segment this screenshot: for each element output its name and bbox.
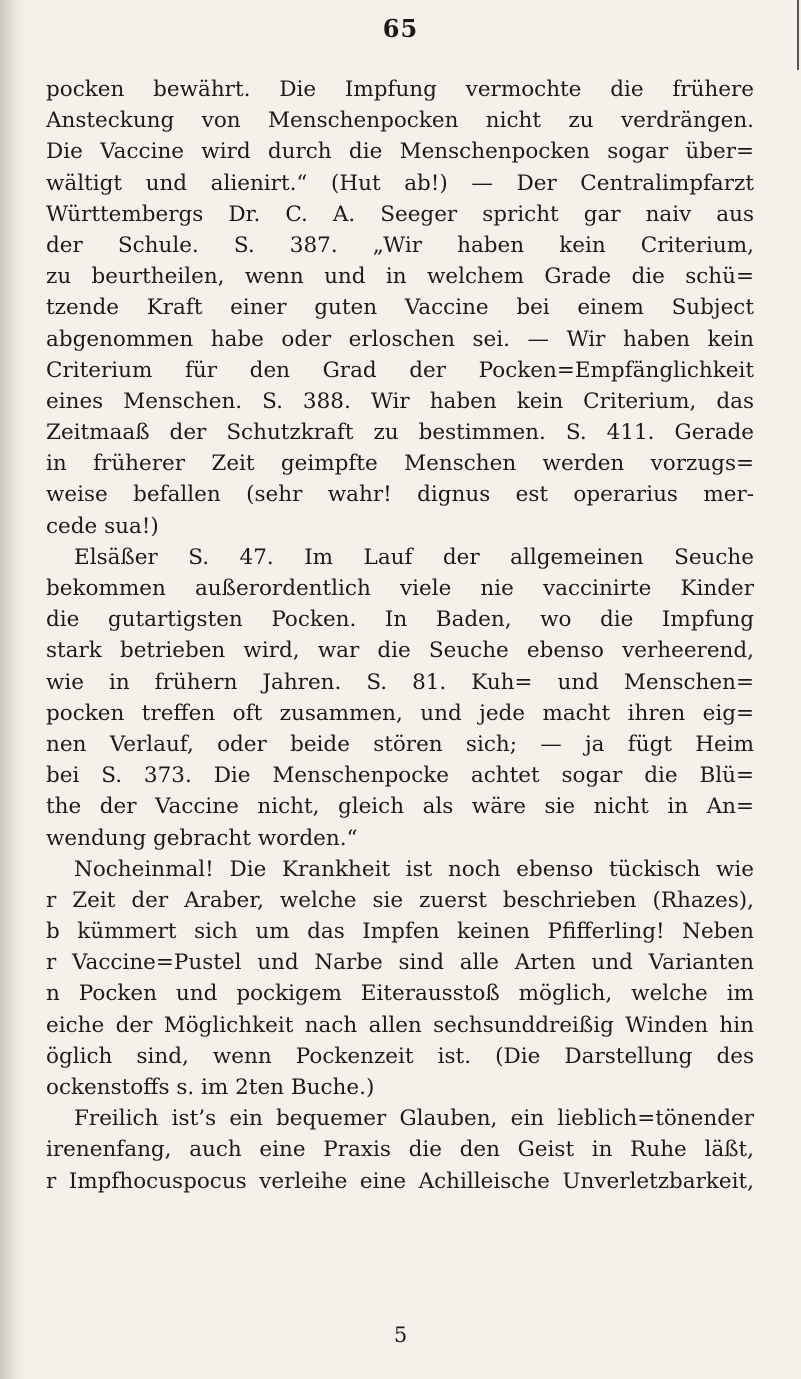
text-line: Württembergs Dr. C. A. Seeger spricht gar naiv aus — [46, 201, 754, 227]
text-line: pocken treffen oft zusammen, und jede macht ihren eig= — [46, 700, 754, 726]
text-line: Die Vaccine wird durch die Menschenpocken sogar über= — [46, 139, 754, 165]
text-line: die gutartigsten Pocken. In Baden, wo die Impfung — [46, 607, 754, 633]
signature-mark: 5 — [393, 1323, 408, 1347]
text-line: Nocheinmal! Die Krankheit ist noch ebenso tückisch wie — [74, 856, 754, 882]
text-line: cede sua!) — [46, 513, 159, 539]
text-line: wendung gebracht worden.“ — [46, 825, 358, 851]
text-line: n Pocken und pockigem Eiterausstoß möglich, welche im — [46, 981, 754, 1007]
text-line: bekommen außerordentlich viele nie vaccinirte Kinder — [46, 576, 754, 601]
text-line: Freilich ist’s ein bequemer Glauben, ein lieblich=tönender — [74, 1106, 754, 1132]
text-line: pocken bewährt. Die Impfung vermochte die frühere — [46, 77, 754, 102]
text-line: b kümmert sich um das Impfen keinen Pfifferling! Neben — [46, 919, 754, 945]
text-line: öglich sind, wenn Pockenzeit ist. (Die Darstellung des — [46, 1043, 754, 1069]
text-line: wie in frühern Jahren. S. 81. Kuh= und Menschen= — [46, 669, 754, 695]
text-line: Ansteckung von Menschenpocken nicht zu verdrängen. — [46, 108, 754, 134]
text-line: abgenommen habe oder erloschen sei. — Wir haben kein — [46, 326, 754, 352]
text-line: Elsäßer S. 47. Im Lauf der allgemeinen Seuche — [74, 544, 754, 570]
text-line: in früherer Zeit geimpfte Menschen werden vorzugs= — [46, 451, 754, 477]
text-line: r Zeit der Araber, welche sie zuerst beschrieben (Rhazes), — [46, 887, 754, 913]
text-line: eines Menschen. S. 388. Wir haben kein Criterium, das — [46, 388, 754, 414]
text-line: bei S. 373. Die Menschenpocke achtet sogar die Blü= — [46, 763, 754, 789]
text-line: stark betrieben wird, war die Seuche ebenso verheerend, — [46, 638, 754, 664]
text-line: irenenfang, auch eine Praxis die den Geist in Ruhe läßt, — [46, 1137, 754, 1163]
text-line: wältigt und alienirt.“ (Hut ab!) — Der Centralimpfarzt — [46, 170, 754, 196]
text-line: the der Vaccine nicht, gleich als wäre sie nicht in An= — [46, 794, 754, 820]
text-line: nen Verlauf, oder beide stören sich; — ja fügt Heim — [46, 731, 754, 757]
text-line: r Impfhocuspocus verleihe eine Achilleische Unverletzbarkeit, — [46, 1168, 754, 1194]
text-line: der Schule. S. 387. „Wir haben kein Criterium, — [46, 232, 754, 258]
text-line: Criterium für den Grad der Pocken=Empfänglichkeit — [46, 357, 754, 383]
binding-gutter-shadow — [0, 0, 18, 1379]
text-line: Zeitmaaß der Schutzkraft zu bestimmen. S. 411. Gerade — [46, 420, 754, 446]
text-line: tzende Kraft einer guten Vaccine bei einem Subject — [46, 295, 754, 321]
page-body-text — [46, 74, 754, 1197]
text-line: ockenstoffs s. im 2ten Buche.) — [46, 1075, 375, 1100]
page-number: 65 — [382, 14, 419, 43]
text-line: eiche der Möglichkeit nach allen sechsunddreißig Winden hin — [46, 1012, 754, 1038]
text-line: weise befallen (sehr wahr! dignus est operarius mer- — [46, 482, 754, 508]
text-line: zu beurtheilen, wenn und in welchem Grade die schü= — [46, 264, 754, 290]
text-line: r Vaccine=Pustel und Narbe sind alle Arten und Varianten — [46, 950, 754, 976]
